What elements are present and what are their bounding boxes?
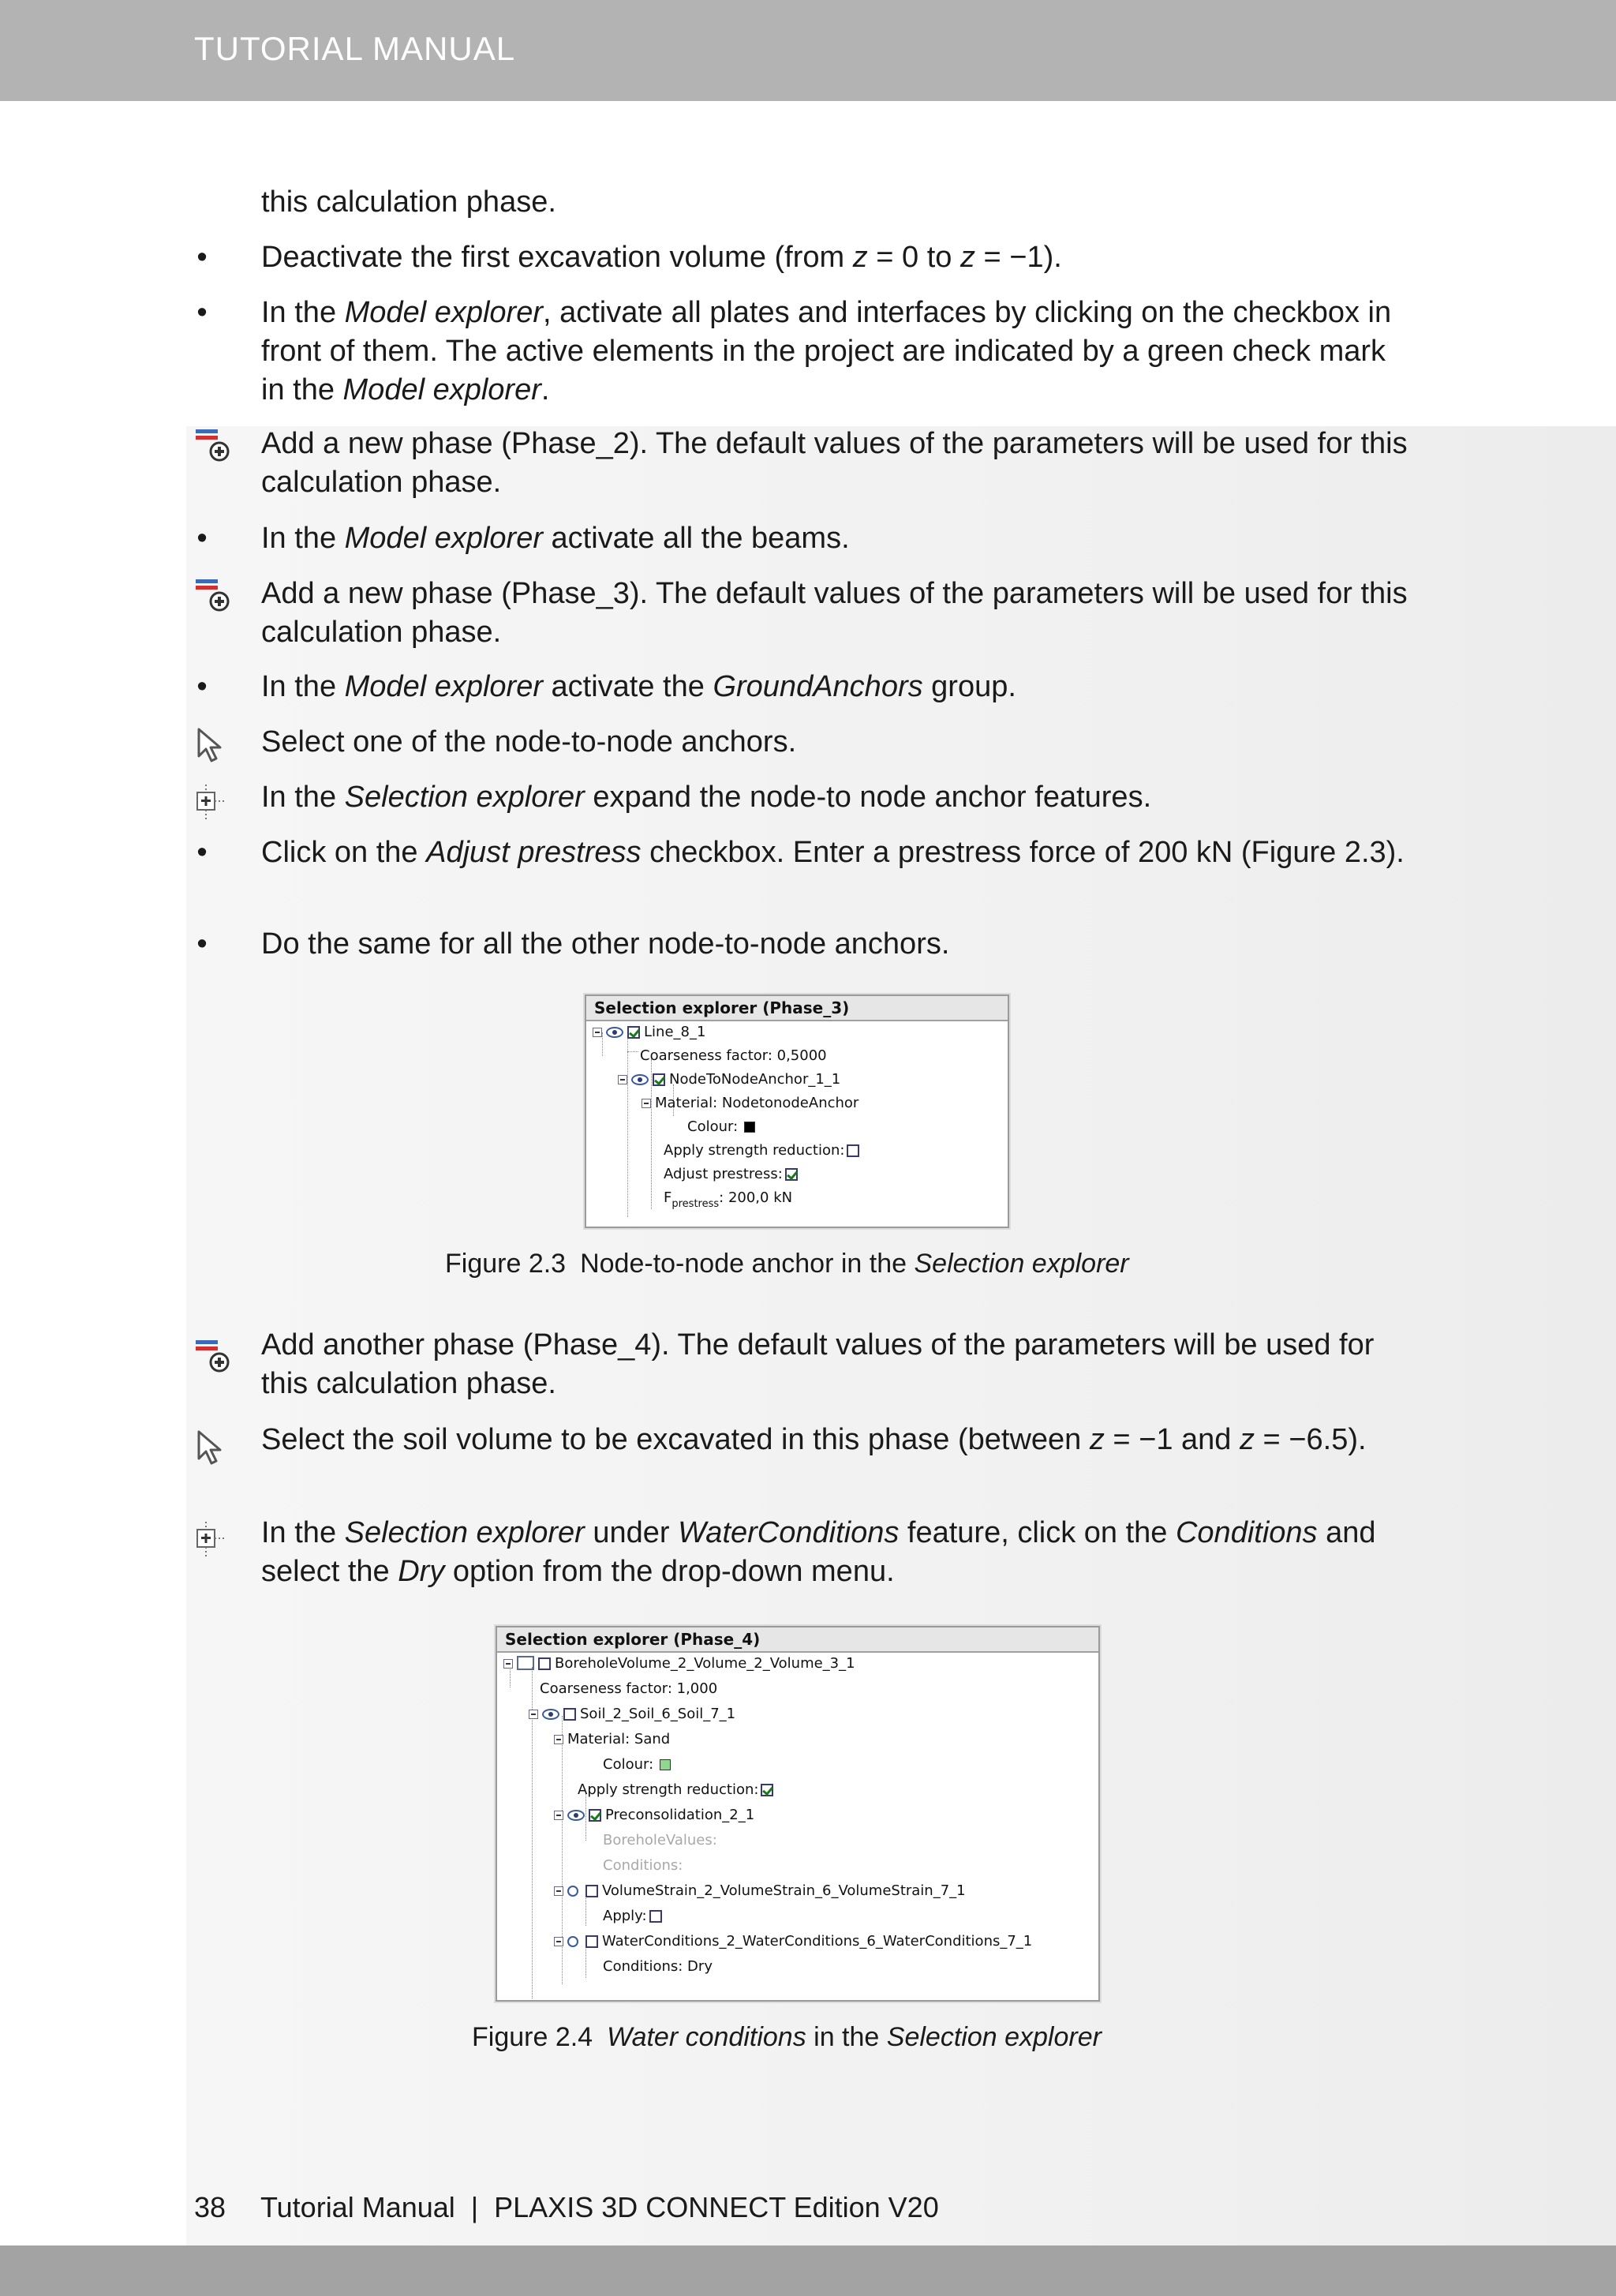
tree-label: VolumeStrain_2_VolumeStrain_6_VolumeStrain_7_1 <box>602 1882 966 1899</box>
figure4-caption-label: Figure 2.4 <box>472 2022 593 2052</box>
tree-label: Colour: <box>687 1118 739 1135</box>
bullet-marker <box>194 238 210 277</box>
emphasis-text: z <box>1089 1423 1105 1456</box>
visibility-eye-icon[interactable] <box>567 1810 585 1821</box>
emphasis-text: z <box>960 241 975 274</box>
add-phase-icon <box>194 1337 234 1376</box>
step-text <box>261 1326 1413 1403</box>
text-run: In the <box>261 670 345 703</box>
tree-row-strength <box>664 1141 863 1160</box>
emphasis-text: Dry <box>398 1555 445 1588</box>
tree-label: Conditions: Dry <box>603 1958 713 1975</box>
tree-label: NodeToNodeAnchor_1_1 <box>669 1071 841 1088</box>
step-text <box>261 183 1413 222</box>
text-run: Click on the <box>261 836 427 869</box>
step-text <box>261 294 1413 410</box>
strength-reduction-checkbox[interactable] <box>847 1144 859 1157</box>
text-run: this calculation phase. <box>261 185 556 219</box>
tree-row-conditions-dim <box>603 1856 683 1875</box>
tree-label: WaterConditions_2_WaterConditions_6_WaterConditions_7_1 <box>602 1933 1033 1950</box>
tree-row-coarseness <box>540 1680 717 1699</box>
text-run: . <box>541 373 550 406</box>
collapse-icon[interactable] <box>503 1659 513 1669</box>
tree-row-colour <box>687 1118 755 1137</box>
text-run: Add another phase (Phase_4). The default values of the parameters will be used for this calculation phase. <box>261 1328 1375 1400</box>
emphasis-text: Model explorer <box>344 522 543 555</box>
tree-label: Preconsolidation_2_1 <box>605 1807 755 1823</box>
emphasis-text: Selection explorer <box>886 2022 1102 2052</box>
bullet-dot: • <box>196 296 208 329</box>
text-run: in the <box>806 2022 887 2052</box>
bullet-marker <box>194 668 210 706</box>
emphasis-text: Model explorer <box>344 670 543 703</box>
tree-row-volumestrain[interactable] <box>554 1882 966 1901</box>
text-run: option from the drop-down menu. <box>444 1555 895 1588</box>
text-run: feature, click on the <box>899 1516 1176 1549</box>
step-text <box>261 519 1413 558</box>
step-text <box>261 925 1413 964</box>
volume-icon <box>517 1656 534 1670</box>
tree-label: Line_8_1 <box>644 1024 706 1040</box>
tree-label: Apply strength reduction: <box>578 1781 759 1798</box>
tree-label: Coarseness factor: 1,000 <box>540 1680 718 1697</box>
emphasis-text: Water conditions <box>607 2022 806 2052</box>
figure4-caption <box>472 2022 1102 2053</box>
figure3-caption-text <box>580 1249 1129 1279</box>
search-lens-icon <box>567 1886 578 1897</box>
emphasis-text: GroundAnchors <box>713 670 923 703</box>
expand-tree-icon <box>194 1520 234 1560</box>
text-run: Add a new phase (Phase_3). The default values of the parameters will be used for this calculation phase. <box>261 577 1408 649</box>
add-phase-icon-slot <box>194 426 234 470</box>
text-run: Select one of the node-to-node anchors. <box>261 725 797 758</box>
page-footer <box>194 2191 939 2224</box>
text-run: = −1). <box>975 241 1062 274</box>
bullet-marker <box>194 519 210 558</box>
tree-label: Coarseness factor: 0,5000 <box>640 1047 827 1064</box>
text-run: Add a new phase (Phase_2). The default values of the parameters will be used for this calculation phase. <box>261 427 1408 499</box>
tree-row-borehole[interactable] <box>503 1654 855 1673</box>
tree-row-adjust <box>664 1165 802 1184</box>
emphasis-text: WaterConditions <box>678 1516 900 1549</box>
tree-row-waterconditions[interactable] <box>554 1932 1032 1951</box>
emphasis-text: Model explorer <box>342 373 541 406</box>
tree-row-colour <box>603 1755 671 1774</box>
add-phase-icon-slot <box>194 1337 234 1380</box>
select-cursor-icon <box>194 1429 234 1468</box>
collapse-icon[interactable] <box>554 1937 563 1946</box>
text-run: = −1 and <box>1104 1423 1240 1456</box>
emphasis-text: Adjust prestress <box>426 836 642 869</box>
tree-label: Material: Sand <box>567 1731 671 1747</box>
footer-bar <box>0 2245 1616 2296</box>
emphasis-text: z <box>852 241 868 274</box>
add-phase-icon <box>194 576 234 616</box>
line-checkbox[interactable] <box>627 1026 640 1039</box>
volumestrain-checkbox[interactable] <box>585 1885 598 1897</box>
page-header <box>0 0 1616 101</box>
selection-explorer-phase3-figure <box>585 994 1009 1228</box>
text-run: Select the soil volume to be excavated in this phase (between <box>261 1423 1090 1456</box>
collapse-icon[interactable] <box>554 1811 563 1820</box>
collapse-icon[interactable] <box>642 1099 651 1108</box>
step-text <box>261 833 1413 872</box>
text-run: Do the same for all the other node-to-node anchors. <box>261 927 950 961</box>
tree-row-line[interactable] <box>593 1023 705 1042</box>
tree-row-soil[interactable] <box>529 1705 735 1724</box>
figure3-caption-label: Figure 2.3 <box>445 1249 567 1279</box>
step-text <box>261 1421 1413 1459</box>
visibility-eye-icon[interactable] <box>631 1074 649 1085</box>
tree-label: Conditions: <box>603 1857 683 1874</box>
expand-icon-slot <box>194 1520 234 1564</box>
apply-checkbox[interactable] <box>649 1910 662 1923</box>
collapse-icon[interactable] <box>554 1735 563 1744</box>
tree-label: BoreholeVolume_2_Volume_2_Volume_3_1 <box>555 1655 855 1672</box>
figure4-title: Selection explorer (Phase_4) <box>497 1627 1098 1653</box>
emphasis-text: Selection explorer <box>344 781 585 814</box>
emphasis-text: Selection explorer <box>914 1249 1129 1279</box>
text-run: , activate all plates and interfaces by clicking on the checkbox in front of them. The active elements in the project are indicated by a green check mark in the <box>261 296 1392 406</box>
bullet-dot: • <box>196 522 208 555</box>
figure4-caption-text <box>607 2022 1102 2052</box>
footer-title: Tutorial Manual | PLAXIS 3D CONNECT Edition V20 <box>260 2191 939 2223</box>
add-phase-icon <box>194 426 234 466</box>
tree-row-material <box>554 1730 670 1749</box>
select-icon-slot <box>194 726 234 770</box>
adjust-prestress-checkbox[interactable] <box>785 1168 798 1181</box>
text-run: checkbox. Enter a prestress force of 200 kN (Figure 2.3). <box>641 836 1405 869</box>
select-cursor-icon <box>194 726 234 766</box>
tree-label: Colour: <box>603 1756 654 1773</box>
collapse-icon[interactable] <box>529 1710 538 1719</box>
visibility-eye-icon[interactable] <box>606 1027 623 1038</box>
text-run: = 0 to <box>867 241 960 274</box>
visibility-eye-icon[interactable] <box>542 1709 559 1720</box>
tree-row-anchor[interactable] <box>618 1070 840 1089</box>
expand-tree-icon <box>194 783 234 822</box>
text-run: = −6.5). <box>1255 1423 1367 1456</box>
waterconditions-checkbox[interactable] <box>585 1935 598 1948</box>
tree-label: Soil_2_Soil_6_Soil_7_1 <box>580 1706 736 1722</box>
bullet-dot: • <box>196 670 208 703</box>
bullet-marker <box>194 833 210 872</box>
tree-label: Adjust prestress: <box>664 1166 783 1182</box>
step-text <box>261 575 1413 652</box>
tree-row-material <box>642 1094 858 1113</box>
figure3-caption <box>445 1249 1129 1279</box>
anchor-checkbox[interactable] <box>653 1073 665 1086</box>
step-text <box>261 668 1413 706</box>
tree-row-strength <box>578 1781 777 1800</box>
emphasis-text: z <box>1240 1423 1255 1456</box>
bullet-dot: • <box>196 836 208 869</box>
page-number: 38 <box>194 2191 226 2223</box>
add-phase-icon-slot <box>194 576 234 620</box>
step-text <box>261 723 1413 762</box>
step-text <box>261 238 1413 277</box>
text-run: expand the node-to node anchor features. <box>584 781 1152 814</box>
prestress-value: : 200,0 kN <box>719 1189 793 1206</box>
text-run: under <box>584 1516 679 1549</box>
step-text <box>261 425 1413 502</box>
prestress-symbol: F <box>664 1189 672 1206</box>
text-run: Node-to-node anchor in the <box>580 1249 915 1279</box>
collapse-icon[interactable] <box>593 1028 602 1037</box>
strength-reduction-checkbox[interactable] <box>761 1784 773 1796</box>
tree-label: BoreholeValues: <box>603 1832 717 1848</box>
collapse-icon[interactable] <box>554 1886 563 1896</box>
text-run: In the <box>261 522 345 555</box>
header-title: TUTORIAL MANUAL <box>194 30 516 67</box>
tree-row-prestress-force[interactable] <box>664 1189 792 1214</box>
text-run: Deactivate the first excavation volume (from <box>261 241 853 274</box>
text-run: In the <box>261 296 345 329</box>
bullet-marker <box>194 294 210 332</box>
tree-row-conditions[interactable] <box>603 1957 713 1976</box>
collapse-icon[interactable] <box>618 1075 627 1084</box>
tree-row-coarseness <box>640 1047 827 1066</box>
preconsolidation-checkbox[interactable] <box>589 1809 601 1822</box>
text-run: group. <box>922 670 1016 703</box>
selection-explorer-phase4-figure <box>496 1626 1100 2002</box>
bullet-dot: • <box>196 241 208 274</box>
tree-row-apply <box>603 1907 666 1926</box>
emphasis-text: Model explorer <box>344 296 543 329</box>
emphasis-text: Selection explorer <box>344 1516 585 1549</box>
text-run: and select the <box>261 1516 1376 1588</box>
tree-row-boreholevalues <box>603 1831 717 1850</box>
text-run: activate all the beams. <box>542 522 850 555</box>
borehole-checkbox[interactable] <box>538 1657 551 1670</box>
step-text <box>261 778 1413 817</box>
colour-swatch-black[interactable] <box>744 1122 755 1133</box>
figure3-title: Selection explorer (Phase_3) <box>586 996 1008 1021</box>
expand-icon-slot <box>194 783 234 826</box>
tree-label: Apply: <box>603 1908 647 1924</box>
text-run: activate the <box>542 670 713 703</box>
text-run: In the <box>261 1516 345 1549</box>
text-run: In the <box>261 781 345 814</box>
bullet-marker <box>194 925 210 964</box>
soil-checkbox[interactable] <box>563 1708 576 1721</box>
emphasis-text: Conditions <box>1175 1516 1318 1549</box>
step-text <box>261 1514 1413 1591</box>
tree-label: Apply strength reduction: <box>664 1142 845 1159</box>
select-icon-slot <box>194 1429 234 1472</box>
bullet-dot: • <box>196 927 208 961</box>
prestress-subscript: prestress <box>671 1198 720 1210</box>
search-lens-icon <box>567 1936 578 1947</box>
colour-swatch-sand[interactable] <box>660 1759 671 1770</box>
tree-label: Material: NodetonodeAnchor <box>655 1095 859 1111</box>
tree-row-preconsolidation[interactable] <box>554 1806 754 1825</box>
